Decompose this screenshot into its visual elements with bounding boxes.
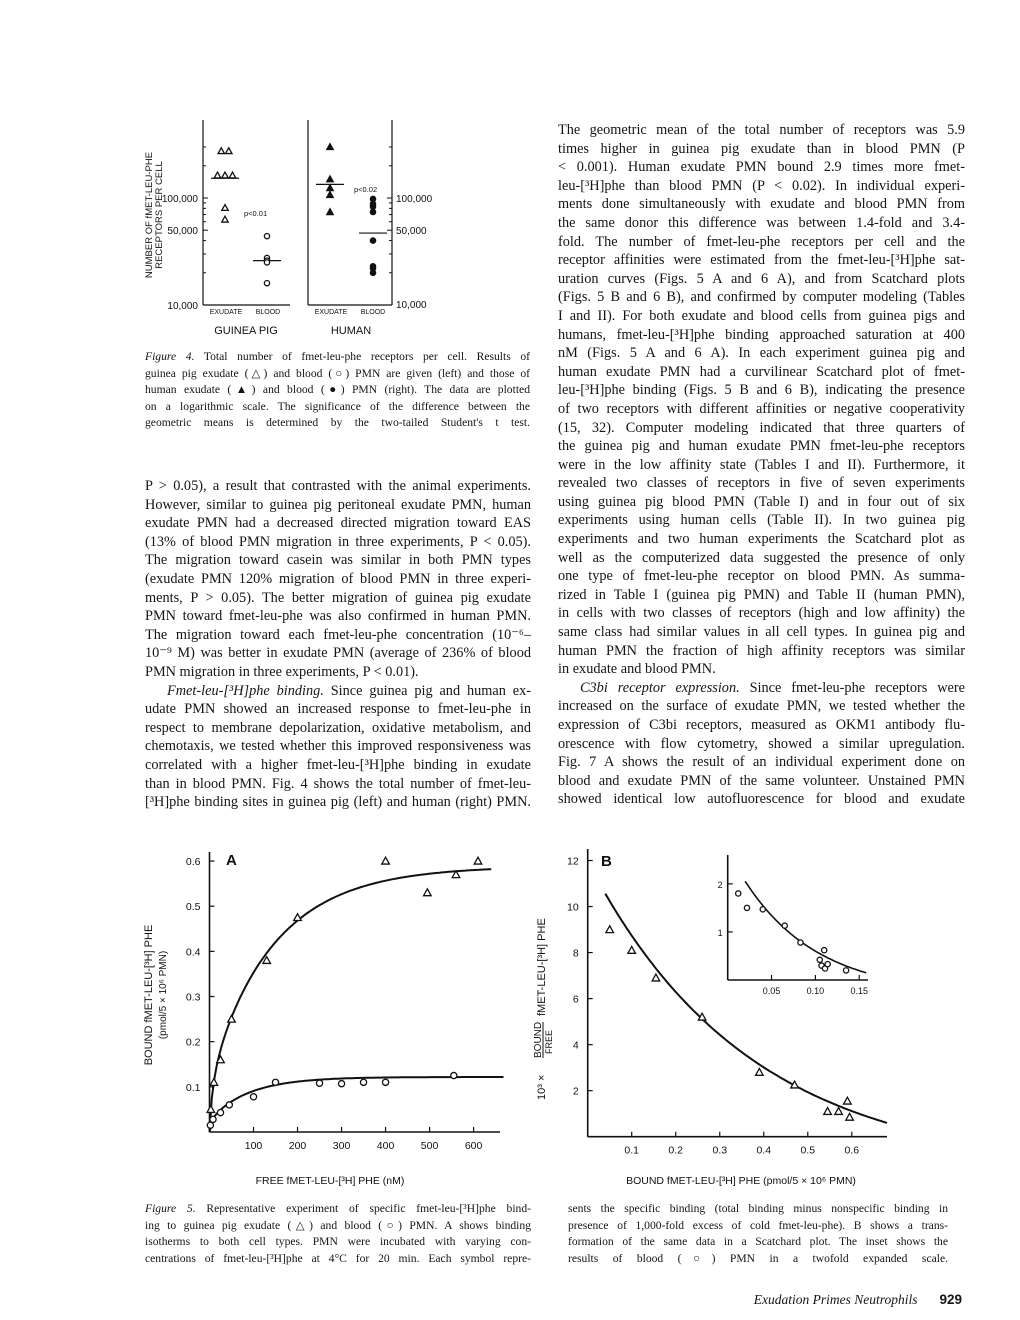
line-text: were in the low affinity state (Tables I and II). Furthermore, it: [558, 456, 965, 473]
line-text: than in blood PMN. Fig. 4 shows the total number of fmet-leu-: [145, 775, 531, 792]
triangle-marker: [424, 889, 432, 896]
line-text: receptor affinities were estimated from the fmet-leu-[³H]phe sat-: [558, 252, 965, 269]
circle-marker: [825, 961, 830, 966]
circle-marker: [360, 1079, 366, 1085]
line-text: fold. The number of fmet-leu-phe receptors per cell and the: [558, 233, 965, 250]
line-text: human exudate PMN had a curvilinear Scatchard plot of fmet-: [558, 363, 965, 380]
fig5b-x-tick-label: 0.3: [712, 1144, 728, 1157]
fig5a-y-tick-label: 0.2: [185, 1036, 201, 1049]
line-text: Since fmet-leu-phe receptors were: [739, 679, 966, 696]
triangle-marker: [226, 148, 232, 154]
triangle-marker: [382, 857, 390, 864]
line-text: the same donor this difference was between 1.4-fold and 3.4-: [558, 214, 965, 231]
fig5b-y-tick-label: 6: [572, 993, 579, 1006]
fig5b-inset-y-tick-label: 2: [717, 879, 723, 890]
fig4-ylabel-line1: NUMBER OF fMET-LEU-PHE: [144, 151, 155, 279]
line-text: PMN toward fmet-leu-phe was also confirmed in human PMN.: [145, 608, 531, 625]
line-text: uration curves (Figs. 5 A and 6 A), and from Scatchard plots: [558, 270, 965, 287]
figure-5b-marks: [567, 849, 887, 1157]
triangle-marker: [327, 209, 333, 215]
fig5b-ylabel-suffix: fMET-LEU-[³H] PHE: [536, 918, 548, 1016]
triangle-marker: [222, 216, 228, 222]
fig5b-y-tick-label: 12: [567, 855, 579, 868]
fig5b-x-tick-label: 0.6: [844, 1144, 860, 1157]
fig4-panel-guinea-pig: GUINEA PIG: [214, 325, 278, 337]
triangle-marker: [652, 974, 660, 981]
triangle-marker: [327, 192, 333, 198]
fig5a-y-tick-label: 0.3: [185, 991, 201, 1004]
circle-marker: [736, 891, 741, 896]
circle-marker: [316, 1080, 322, 1086]
line-text: However, similar to guinea pig peritoneal exudate PMN, human: [145, 496, 531, 513]
triangle-marker: [628, 946, 636, 953]
fig5a-ylabel-line1: BOUND fMET-LEU-[³H] PHE: [143, 924, 155, 1066]
fig5b-x-tick-label: 0.4: [756, 1144, 772, 1157]
triangle-marker: [606, 926, 614, 933]
fig5a-y-tick-label: 0.4: [185, 946, 201, 959]
fig5b-y-tick-label: 10: [567, 901, 579, 914]
figure-5a-marks: [186, 852, 504, 1152]
page-footer: [754, 1292, 962, 1308]
fig5b-ylabel-denominator: FREE: [544, 1029, 554, 1054]
line-text: (15, 32). Computer modeling indicated that three quarters of: [558, 419, 965, 436]
fig4-panel-human: HUMAN: [330, 325, 372, 337]
circle-marker: [843, 968, 848, 973]
fig5a-panel-label: A: [226, 852, 237, 869]
fig4-ytick-left-10000: 10,000: [167, 301, 198, 312]
figure-label: Figure 5.: [145, 1202, 196, 1215]
fig5a-fit-curve: [210, 1077, 504, 1132]
circle-marker: [338, 1081, 344, 1087]
circle-marker: [370, 204, 375, 209]
line-text: humans, fmet-leu-[³H]phe binding approached saturation at 400: [558, 326, 965, 343]
triangle-marker: [824, 1108, 832, 1115]
line-text: The migration toward each fmet-leu-phe concentration (10⁻⁶–: [145, 626, 531, 643]
line-text: using guinea pig blood PMN (Table I) and in four out of six: [558, 493, 965, 510]
circle-marker: [451, 1072, 457, 1078]
circle-marker: [264, 234, 269, 239]
fig5b-x-tick-label: 0.2: [668, 1144, 684, 1157]
fig5a-x-tick-label: 500: [420, 1140, 439, 1152]
circle-marker: [264, 260, 269, 265]
line-text: respect to membrane depolarization, oxidative metabolism, and: [145, 719, 531, 736]
triangle-marker: [846, 1113, 854, 1120]
circle-marker: [822, 948, 827, 953]
fig5b-fit-curve: [605, 894, 887, 1123]
fig5b-ylabel-numerator: BOUND: [533, 1021, 544, 1058]
circle-marker: [798, 940, 803, 945]
line-text: orescence with flow cytometry, showed a similar upregulation.: [558, 735, 965, 752]
line-text: (exudate PMN 120% migration of blood PMN in three experi-: [145, 570, 531, 587]
fig5b-panel-label: B: [601, 853, 612, 870]
fig5b-inset-x-tick-label: 0.15: [850, 986, 868, 996]
circle-marker: [226, 1102, 232, 1108]
paragraph-heading: Fmet-leu-[³H]phe binding.: [167, 682, 324, 699]
fig5a-xlabel: FREE fMET-LEU-[³H] PHE (nM): [255, 1175, 405, 1187]
triangle-marker: [294, 914, 302, 921]
triangle-marker: [474, 857, 482, 864]
line-text: centrations of fmet-leu-[³H]phe at 4°C for 20 min. Each symbol repre-: [145, 1251, 531, 1265]
line-text: geometric means is determined by the two-tailed Student's t test.: [145, 416, 530, 430]
fig4-ylabel-line2: RECEPTORS PER CELL: [154, 161, 165, 269]
triangle-marker: [222, 172, 228, 178]
fig5a-x-tick-label: 600: [464, 1140, 483, 1152]
fig5b-inset-y-tick-label: 1: [717, 927, 723, 938]
triangle-marker: [207, 1106, 215, 1113]
line-text: guinea pig exudate (△) and blood (○) PMN are given (left) and those of: [145, 366, 530, 380]
line-text: isotherms to both cell types. PMN were incubated with varying con-: [145, 1235, 531, 1249]
fig4-ytick-left-50000: 50,000: [167, 226, 198, 237]
line-text: leu-[³H]phe than blood PMN (P < 0.02). In individual experi-: [558, 177, 965, 194]
triangle-marker: [327, 144, 333, 150]
line-text: udate PMN showed an increased response to fmet-leu-phe in: [145, 701, 531, 718]
line-text: in cells with two classes of receptors (high and low affinity) the: [558, 605, 965, 622]
line-text: on a logarithmic scale. The significance of the difference between the: [145, 399, 530, 413]
fig5b-y-tick-label: 2: [572, 1085, 579, 1098]
fig5b-y-tick-label: 8: [572, 947, 579, 960]
triangle-marker: [835, 1108, 843, 1115]
figure-4-marks: [203, 120, 392, 305]
fig5b-inset-x-tick-label: 0.05: [762, 986, 781, 996]
triangle-marker: [327, 176, 333, 182]
circle-marker: [264, 281, 269, 286]
circle-marker: [370, 238, 375, 243]
circle-marker: [744, 905, 749, 910]
circle-marker: [217, 1109, 223, 1115]
line-text: (13% of blood PMN migration in three experiments, P < 0.05).: [145, 533, 531, 550]
circle-marker: [210, 1116, 216, 1122]
circle-marker: [782, 923, 787, 928]
line-text: 10⁻⁹ M) was better in exudate PMN (average of 236% of blood: [145, 645, 531, 662]
line-text: P > 0.05), a result that contrasted with the animal experiments.: [145, 478, 531, 494]
line-text: [³H]phe binding sites in guinea pig (left) and human (right) PMN.: [145, 794, 531, 811]
fig5a-x-tick-label: 400: [376, 1140, 395, 1152]
line-text: ments done simultaneously with exudate and blood PMN from: [558, 196, 965, 213]
line-text: well as the computerized data suggested the presence of only: [558, 549, 965, 566]
fig5b-x-tick-label: 0.5: [800, 1144, 816, 1157]
line-text: correlated with a higher fmet-leu-[³H]phe binding in exudate: [145, 756, 531, 773]
line-text: revealed two classes of receptors in five of seven experiments: [558, 475, 965, 492]
fig5a-ylabel-line2: (pmol/5 × 10⁶ PMN): [158, 950, 169, 1040]
page-number: 929: [939, 1292, 962, 1307]
line-text: (Figs. 5 B and 6 B), and confirmed by computer modeling (Tables: [558, 289, 965, 306]
line-text: times higher in guinea pig exudate than in blood PMN (P: [558, 140, 965, 157]
line-text: Representative experiment of specific fmet-leu-[³H]phe bind-: [195, 1202, 531, 1215]
figure-label: Figure 4.: [145, 350, 195, 363]
line-text: Total number of fmet-leu-phe receptors per cell. Results of: [194, 350, 531, 363]
triangle-marker: [327, 185, 333, 191]
circle-marker: [250, 1094, 256, 1100]
fig5a-x-tick-label: 200: [288, 1140, 307, 1152]
fig5a-y-tick-label: 0.1: [185, 1081, 201, 1094]
line-text: human PMN the fraction of high affinity receptors was similar: [558, 642, 965, 659]
figure-5a: [143, 852, 404, 1187]
circle-marker: [817, 957, 822, 962]
fig4-p-value-human: p<0.02: [354, 185, 378, 194]
line-text: ments, P > 0.05). The better migration of guinea pig exudate: [145, 589, 531, 606]
fig5a-x-tick-label: 100: [244, 1140, 263, 1152]
line-text: presence of 1,000-fold excess of cold fmet-leu-phe). B shows a trans-: [568, 1218, 948, 1232]
line-text: in exudate and blood PMN.: [558, 661, 716, 678]
circle-marker: [760, 907, 765, 912]
line-text: leu-[³H]phe binding (Figs. 5 B and 6 B), indicating the presence: [558, 382, 965, 399]
line-text: The migration toward casein was similar in both PMN types: [145, 552, 531, 569]
fig5a-x-tick-label: 300: [332, 1140, 351, 1152]
line-text: experiments and two human experiments the Scatchard plot as: [558, 531, 965, 548]
triangle-marker: [229, 172, 235, 178]
line-text: one type of fmet-leu-phe receptor on blood PMN. As summa-: [558, 568, 965, 585]
triangle-marker: [210, 1079, 218, 1086]
triangle-marker: [844, 1097, 852, 1104]
triangle-marker: [214, 172, 220, 178]
paragraph-heading: C3bi receptor expression.: [580, 679, 740, 696]
fig4-category-gp-exudate: EXUDATE: [209, 309, 243, 316]
fig5b-x-tick-label: 0.1: [624, 1144, 640, 1157]
line-text: formation of the same data in a Scatchard plot. The inset shows the: [568, 1235, 948, 1249]
line-text: showed identical low autofluorescence for blood and exudate: [558, 791, 965, 808]
fig5b-inset-fit-curve: [745, 881, 866, 973]
line-text: increased on the surface of exudate PMN, we tested whether the: [558, 698, 965, 715]
line-text: human exudate (▲) and blood (●) PMN (right). The data are plotted: [145, 383, 530, 397]
fig4-ytick-right-100000: 100,000: [396, 194, 433, 205]
line-text: experiments using human cells (Table II). In two guinea pig: [558, 512, 965, 529]
line-text: of two receptors with different affinities or negative cooperativity: [558, 400, 965, 417]
line-text: results of blood (○) PMN in a twofold expanded scale.: [568, 1251, 948, 1265]
running-title: Exudation Primes Neutrophils: [753, 1292, 918, 1307]
fig5b-inset-x-tick-label: 0.10: [806, 986, 825, 996]
line-text: chemotaxis, we tested whether this improved responsiveness was: [145, 738, 531, 755]
line-text: Fig. 7 A shows the result of an individual experiment done on: [558, 754, 965, 771]
line-text: blood and exudate PMN of the same volunteer. Unstained PMN: [558, 772, 965, 789]
fig4-ytick-right-10000: 10,000: [396, 300, 427, 311]
triangle-marker: [756, 1068, 764, 1075]
line-text: sents the specific binding (total binding minus nonspecific binding in: [568, 1202, 948, 1215]
fig4-ytick-left-100000: 100,000: [161, 194, 198, 205]
fig5b-xlabel: BOUND fMET-LEU-[³H] PHE (pmol/5 × 10⁶ PMN): [626, 1175, 856, 1187]
fig4-ytick-right-50000: 50,000: [396, 226, 427, 237]
line-text: ing to guinea pig exudate (△) and blood (○) PMN. A shows binding: [145, 1218, 531, 1232]
triangle-marker: [228, 1015, 236, 1022]
line-text: Since guinea pig and human ex-: [323, 682, 531, 699]
line-text: nM (Figs. 5 A and 6 A). In each experiment guinea pig and: [558, 345, 965, 362]
fig4-category-gp-blood: BLOOD: [255, 309, 281, 316]
fig4-category-h-exudate: EXUDATE: [314, 309, 348, 316]
fig4-category-h-blood: BLOOD: [360, 309, 386, 316]
line-text: the guinea pig and human exudate PMN fmet-leu-phe receptors: [558, 438, 965, 455]
circle-marker: [382, 1079, 388, 1085]
triangle-marker: [218, 148, 224, 154]
fig5a-y-tick-label: 0.6: [185, 856, 201, 869]
line-text: rized in Table I (guinea pig PMN) and Table II (human PMN),: [558, 586, 965, 603]
figure-4: [144, 152, 433, 337]
fig4-p-value-guinea-pig: p<0.01: [244, 209, 268, 218]
fig5b-y-tick-label: 4: [572, 1039, 579, 1052]
circle-marker: [370, 209, 375, 214]
line-text: PMN migration in three experiments, P < 0.01).: [145, 663, 419, 680]
line-text: expression of C3bi receptors, measured as OKM1 antibody flu-: [558, 717, 965, 733]
line-text: exudate PMN had a decreased directed migration toward EAS: [145, 515, 531, 532]
triangle-marker: [222, 205, 228, 211]
line-text: The geometric mean of the total number of receptors was 5.9: [558, 122, 965, 138]
line-text: < 0.001). Human exudate PMN bound 2.9 times more fmet-: [558, 159, 965, 176]
fig5b-ylabel-prefix: 10³ ×: [536, 1074, 548, 1100]
fig5a-y-tick-label: 0.5: [185, 901, 201, 914]
circle-marker: [370, 270, 375, 275]
line-text: same class had similar values in all cell types. In guinea pig and: [558, 624, 965, 641]
line-text: I and II). For both exudate and blood cells from guinea pigs and: [558, 307, 965, 324]
circle-marker: [272, 1079, 278, 1085]
